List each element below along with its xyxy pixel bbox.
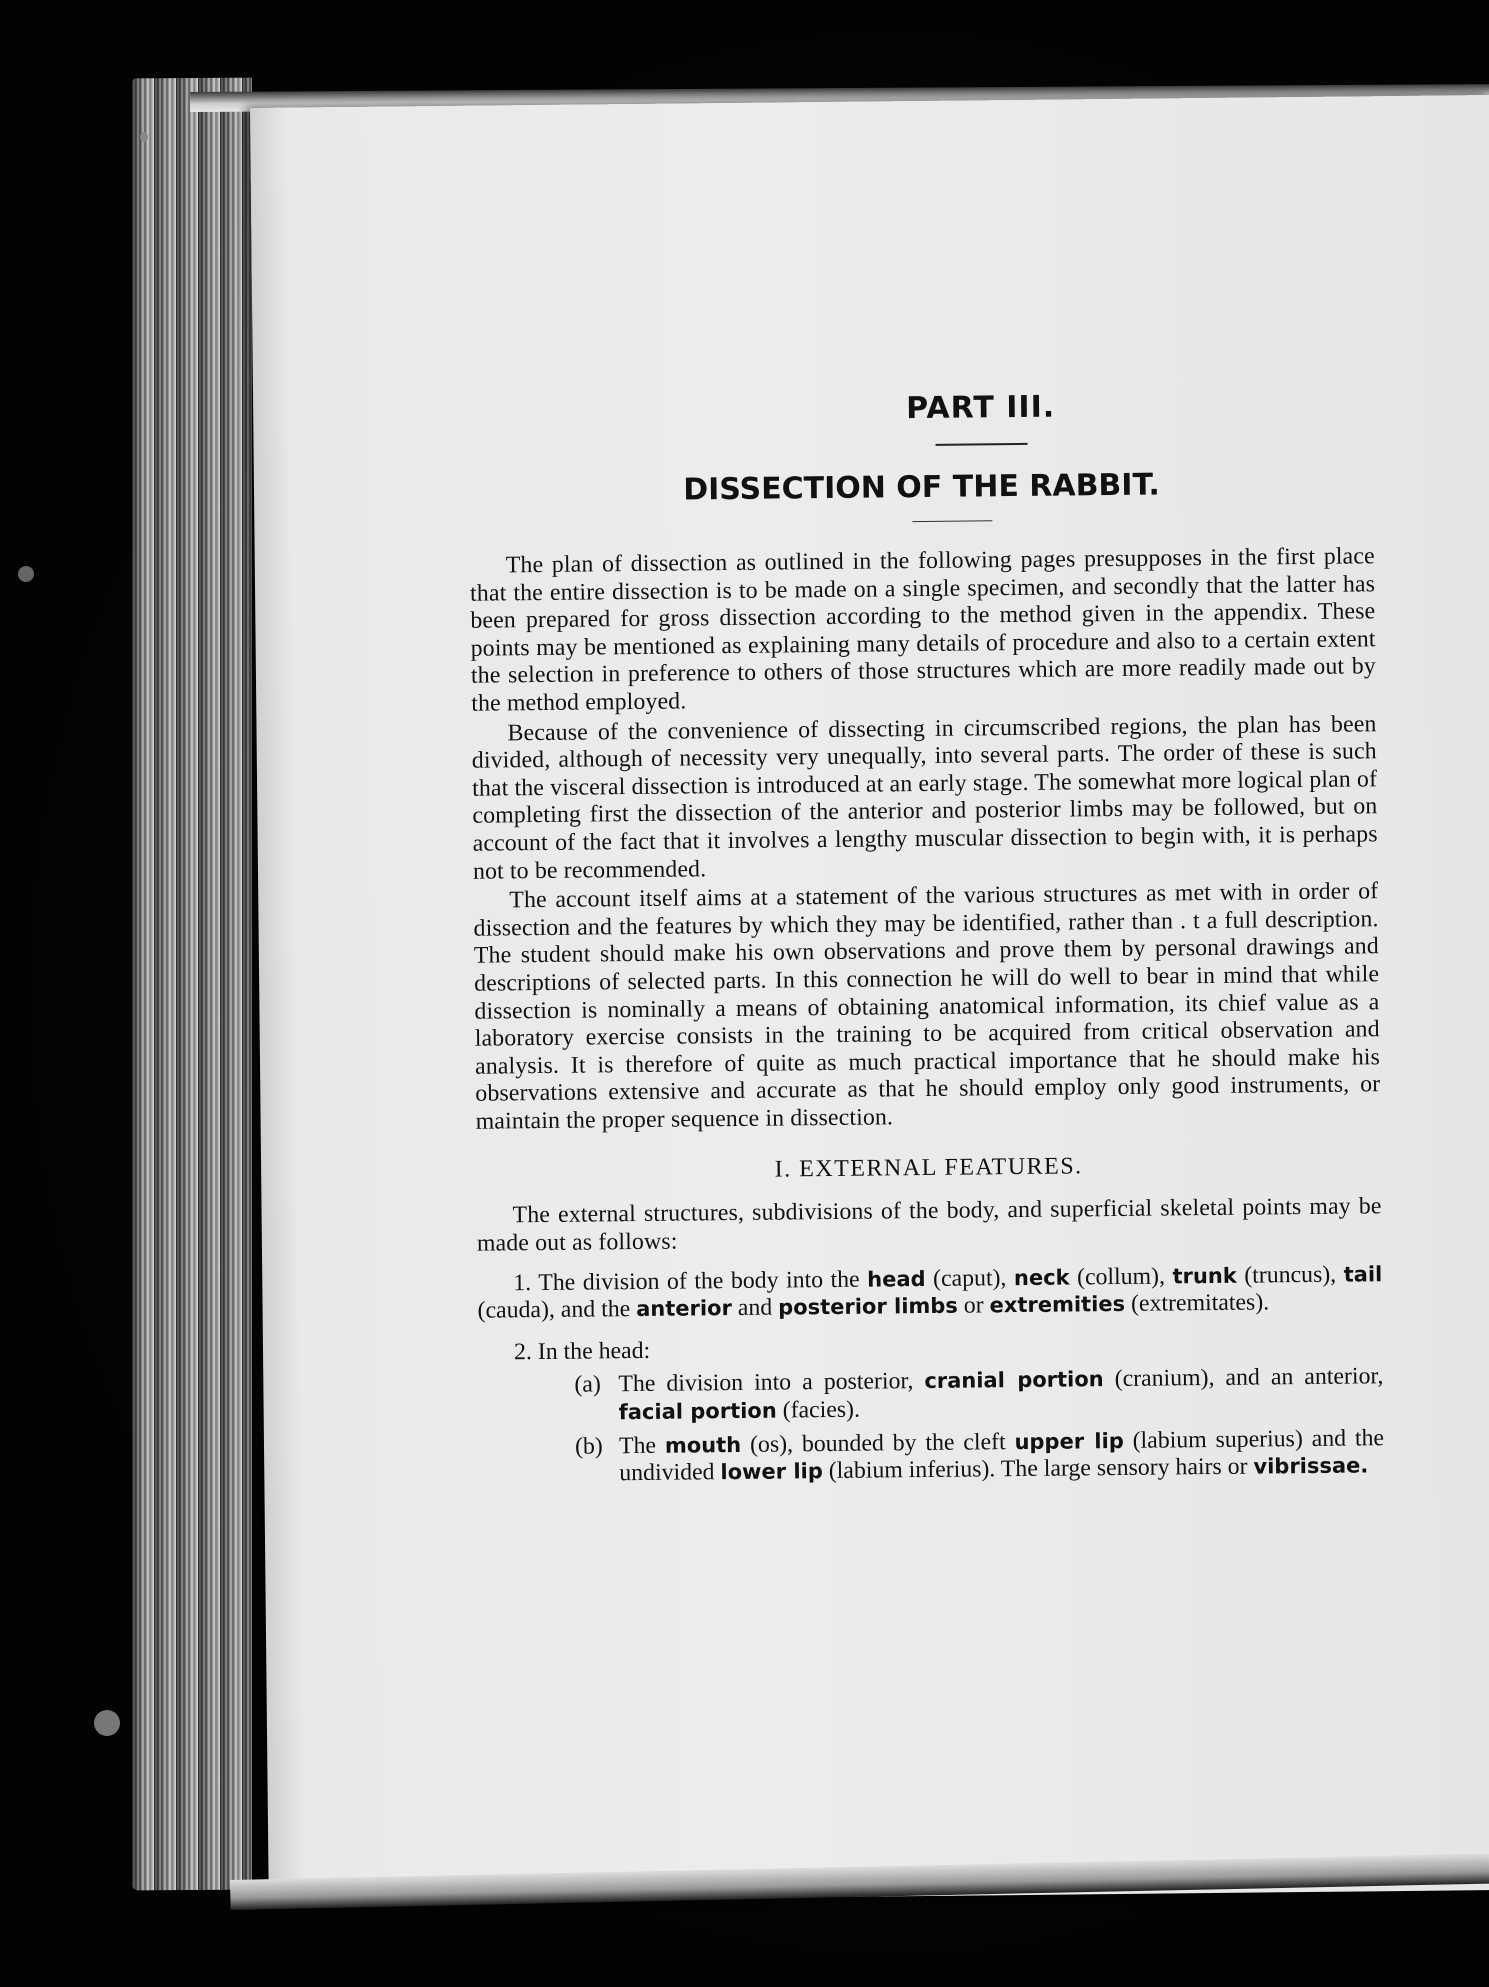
list-item-2: 2. In the head: (513, 1337, 651, 1366)
list-item-1: 1. The division of the body into the head (caput), neck (collum), trunk (truncus), tail (cauda), and the anterior and posterior limbs or extremities (extremitates). (477, 1261, 1383, 1324)
sub-item-label: (b) (574, 1433, 603, 1460)
paragraph-1: The plan of dissection as outlined in the following pages presupposes in the first place that the entire dissection is to be made on a single specimen, and secondly that the latter has been prepared for gross dissection according to the method given in the appendix. These points may be mentioned as explaining many details of procedure and also to a certain extent the selection in preference to others of those structures which are more readily made out by the method employed. (469, 543, 1377, 717)
sub-item-a (574, 1364, 1384, 1428)
sub-item-b (575, 1425, 1385, 1489)
title-rule (912, 520, 992, 522)
dust-speck (140, 132, 148, 142)
paragraph-3: The account itself aims at a statement of the various structures as met with in order of dissection and the features by which they may be identified, rather than . t a full description. The student should make his own observations and prove them by personal drawings and descriptions of selected parts. In this connection he will do well to bear in mind that while dissection is nominally a means of obtaining anatomical information, its chief value as a laboratory exercise consists in the training to be acquired from critical observation and analysis. It is therefore of quite as much practical importance that he should make his observations extensive and accurate as that he should employ only good instruments, or maintain the proper sequence in dissection. (473, 878, 1381, 1135)
book-page (250, 95, 1489, 1903)
paragraph-2: Because of the convenience of dissecting in circumscribed regions, the plan has been divided, although of necessity very unequally, into several parts. The order of these is such that the visceral dissection is introduced at an early stage. The somewhat more logical plan of completing first the dissection of the anterior and posterior limbs may be followed, but on account of the fact that it involves a lengthy muscular dissection to begin with, it is perhaps not to be recommended. (471, 710, 1378, 885)
section-intro: The external structures, subdivisions of the body, and superficial skeletal points may be made out as follows: (476, 1193, 1382, 1257)
section-heading: I. EXTERNAL FEATURES. (774, 1153, 1083, 1184)
book-page-edges (132, 78, 252, 1891)
sub-item-text: The mouth (os), bounded by the cleft upper lip (labium superius) and the undivided lower lip (labium inferius). The large sensory hairs or vibrissae. (618, 1424, 1385, 1487)
dust-speck (94, 1710, 120, 1736)
sub-item-label: (a) (574, 1371, 601, 1399)
chapter-title: DISSECTION OF THE RABBIT. (683, 467, 1160, 508)
heading-rule (935, 443, 1027, 446)
dust-speck (18, 566, 34, 582)
sub-item-text: The division into a posterior, cranial portion (cranium), and an anterior, facial portion (facies). (618, 1363, 1384, 1425)
page-content (468, 386, 1384, 1489)
part-heading: PART III. (906, 389, 1056, 427)
